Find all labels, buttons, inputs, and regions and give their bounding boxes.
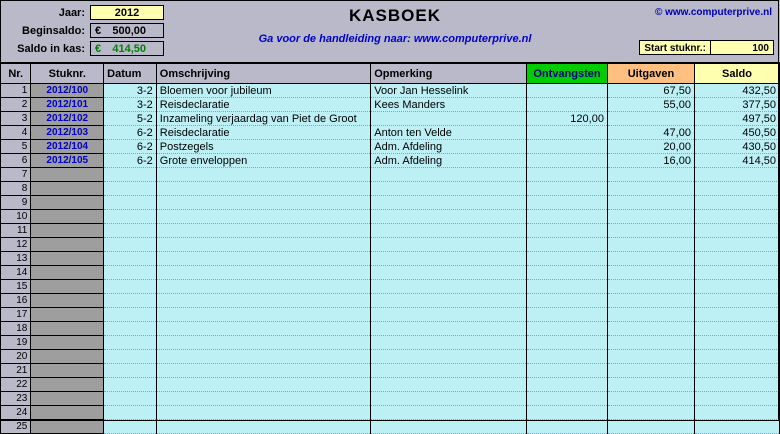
cell-uitgaven[interactable] [607, 364, 694, 378]
cell-nr: 20 [1, 350, 31, 364]
cell-stuknr: 2012/102 [31, 112, 104, 126]
cell-datum[interactable] [104, 266, 157, 280]
cell-omschrijving[interactable]: Reisdeclaratie [156, 126, 370, 140]
cell-nr: 12 [1, 238, 31, 252]
cell-saldo[interactable] [694, 406, 779, 420]
cell-stuknr [31, 168, 104, 182]
cell-opmerking[interactable]: Anton ten Velde [371, 126, 527, 140]
cell-ontvangsten[interactable] [527, 140, 608, 154]
cell-datum[interactable] [104, 392, 157, 406]
cell-omschrijving[interactable]: Inzameling verjaardag van Piet de Groot [156, 112, 370, 126]
cell-datum[interactable] [104, 336, 157, 350]
cell-stuknr [31, 350, 104, 364]
cell-stuknr [31, 308, 104, 322]
table-header-row [1, 64, 780, 84]
cell-ontvangsten[interactable] [527, 364, 608, 378]
field-saldo-in-kas-value: 414,50 [112, 43, 146, 55]
field-beginsaldo [4, 22, 164, 39]
cell-uitgaven[interactable]: 47,00 [607, 126, 694, 140]
header-fields [4, 4, 164, 58]
cell-ontvangsten[interactable]: 120,00 [527, 112, 608, 126]
start-stuknr-input[interactable]: 100 [710, 40, 774, 55]
cell-saldo[interactable] [694, 168, 779, 182]
cell-opmerking[interactable] [371, 168, 527, 182]
column-header-saldo[interactable]: Saldo [694, 64, 779, 84]
cell-saldo[interactable]: 377,50 [694, 98, 779, 112]
cell-opmerking[interactable] [371, 336, 527, 350]
table-row [1, 84, 780, 98]
cell-saldo[interactable]: 432,50 [694, 84, 779, 98]
cell-datum[interactable] [104, 406, 157, 420]
cell-saldo[interactable]: 497,50 [694, 112, 779, 126]
cell-omschrijving[interactable]: Grote enveloppen [156, 154, 370, 168]
cell-uitgaven[interactable] [607, 238, 694, 252]
field-jaar-label: Jaar: [58, 6, 85, 19]
cell-uitgaven[interactable] [607, 182, 694, 196]
cell-datum[interactable] [104, 308, 157, 322]
cell-opmerking[interactable] [371, 210, 527, 224]
field-saldo-in-kas [4, 40, 164, 57]
table-row [1, 364, 780, 378]
cell-opmerking[interactable] [371, 266, 527, 280]
cell-uitgaven[interactable] [607, 196, 694, 210]
copyright-notice: © www.computerprive.nl [654, 7, 772, 18]
table-row [1, 140, 780, 154]
cell-stuknr [31, 266, 104, 280]
cell-saldo[interactable] [694, 196, 779, 210]
cell-opmerking[interactable] [371, 280, 527, 294]
cell-saldo[interactable] [694, 364, 779, 378]
cell-stuknr [31, 322, 104, 336]
cell-stuknr [31, 238, 104, 252]
cell-nr: 13 [1, 252, 31, 266]
cell-ontvangsten[interactable] [527, 322, 608, 336]
cell-opmerking[interactable]: Adm. Afdeling [371, 140, 527, 154]
cell-saldo[interactable] [694, 350, 779, 364]
column-header-ontvangsten[interactable]: Ontvangsten [527, 64, 608, 84]
cell-stuknr [31, 294, 104, 308]
cell-datum[interactable] [104, 378, 157, 392]
cell-uitgaven[interactable]: 67,50 [607, 84, 694, 98]
cell-omschrijving[interactable] [156, 322, 370, 336]
cell-ontvangsten[interactable] [527, 224, 608, 238]
cell-datum[interactable] [104, 168, 157, 182]
kasboek-table [0, 63, 780, 434]
table-row [1, 238, 780, 252]
cell-ontvangsten[interactable] [527, 420, 608, 434]
cell-omschrijving[interactable] [156, 378, 370, 392]
table-row [1, 406, 780, 420]
table-row [1, 196, 780, 210]
cell-opmerking[interactable] [371, 350, 527, 364]
cell-datum[interactable] [104, 280, 157, 294]
cell-datum[interactable] [104, 196, 157, 210]
table-row [1, 322, 780, 336]
column-header-opmerking[interactable]: Opmerking [371, 64, 527, 84]
cell-stuknr [31, 182, 104, 196]
cell-uitgaven[interactable] [607, 294, 694, 308]
cell-opmerking[interactable] [371, 392, 527, 406]
column-header-stuknr[interactable]: Stuknr. [31, 64, 104, 84]
cell-nr: 3 [1, 112, 31, 126]
cell-stuknr [31, 364, 104, 378]
cell-uitgaven[interactable] [607, 168, 694, 182]
table-row [1, 392, 780, 406]
cell-omschrijving[interactable] [156, 224, 370, 238]
cell-omschrijving[interactable] [156, 350, 370, 364]
cell-saldo[interactable] [694, 336, 779, 350]
cell-opmerking[interactable] [371, 224, 527, 238]
cell-stuknr: 2012/104 [31, 140, 104, 154]
cell-ontvangsten[interactable] [527, 196, 608, 210]
cell-ontvangsten[interactable] [527, 252, 608, 266]
cell-saldo[interactable] [694, 252, 779, 266]
cell-nr: 21 [1, 364, 31, 378]
table-row [1, 224, 780, 238]
cell-nr: 19 [1, 336, 31, 350]
cell-opmerking[interactable] [371, 196, 527, 210]
cell-saldo[interactable] [694, 238, 779, 252]
table-row [1, 420, 780, 434]
cell-uitgaven[interactable]: 20,00 [607, 140, 694, 154]
cell-datum[interactable]: 6-2 [104, 140, 157, 154]
cell-omschrijving[interactable] [156, 266, 370, 280]
cell-opmerking[interactable] [371, 364, 527, 378]
cell-nr: 17 [1, 308, 31, 322]
cell-datum[interactable] [104, 294, 157, 308]
cell-omschrijving[interactable] [156, 238, 370, 252]
cell-stuknr [31, 392, 104, 406]
cell-saldo[interactable] [694, 224, 779, 238]
cell-opmerking[interactable] [371, 238, 527, 252]
cell-opmerking[interactable] [371, 406, 527, 420]
cell-nr: 7 [1, 168, 31, 182]
cell-datum[interactable]: 5-2 [104, 112, 157, 126]
field-beginsaldo-value: 500,00 [112, 25, 146, 37]
cell-uitgaven[interactable] [607, 420, 694, 434]
cell-uitgaven[interactable] [607, 210, 694, 224]
cell-opmerking[interactable]: Voor Jan Hesselink [371, 84, 527, 98]
cell-saldo[interactable] [694, 280, 779, 294]
cell-saldo[interactable] [694, 210, 779, 224]
cell-datum[interactable] [104, 210, 157, 224]
cell-datum[interactable] [104, 364, 157, 378]
cell-opmerking[interactable] [371, 182, 527, 196]
cell-nr: 15 [1, 280, 31, 294]
cell-nr: 1 [1, 84, 31, 98]
cell-omschrijving[interactable] [156, 168, 370, 182]
cell-uitgaven[interactable] [607, 112, 694, 126]
cell-saldo[interactable] [694, 420, 779, 434]
cell-uitgaven[interactable] [607, 308, 694, 322]
cell-ontvangsten[interactable] [527, 336, 608, 350]
title-block [200, 6, 590, 45]
cell-uitgaven[interactable] [607, 350, 694, 364]
cell-nr: 5 [1, 140, 31, 154]
cell-uitgaven[interactable]: 55,00 [607, 98, 694, 112]
table-row [1, 252, 780, 266]
cell-nr: 22 [1, 378, 31, 392]
cell-omschrijving[interactable] [156, 308, 370, 322]
cell-omschrijving[interactable] [156, 252, 370, 266]
cell-ontvangsten[interactable] [527, 210, 608, 224]
cell-datum[interactable] [104, 420, 157, 434]
table-row [1, 182, 780, 196]
cell-datum[interactable]: 6-2 [104, 154, 157, 168]
page-title: KASBOEK [348, 6, 441, 25]
cell-omschrijving[interactable]: Postzegels [156, 140, 370, 154]
table-row [1, 210, 780, 224]
field-jaar [4, 4, 164, 21]
cell-omschrijving[interactable] [156, 406, 370, 420]
cell-uitgaven[interactable] [607, 406, 694, 420]
cell-opmerking[interactable] [371, 420, 527, 434]
cell-stuknr [31, 336, 104, 350]
cell-opmerking[interactable] [371, 252, 527, 266]
cell-datum[interactable]: 3-2 [104, 98, 157, 112]
cell-datum[interactable] [104, 252, 157, 266]
table-row [1, 308, 780, 322]
cell-stuknr: 2012/105 [31, 154, 104, 168]
table-row [1, 294, 780, 308]
field-saldo-in-kas-label: Saldo in kas: [17, 42, 85, 55]
cell-saldo[interactable] [694, 182, 779, 196]
manual-link[interactable]: Ga voor de handleiding naar: www.computerprive.nl [258, 33, 532, 45]
cell-ontvangsten[interactable] [527, 392, 608, 406]
cell-ontvangsten[interactable] [527, 406, 608, 420]
cell-omschrijving[interactable] [156, 280, 370, 294]
cell-ontvangsten[interactable] [527, 294, 608, 308]
table-row [1, 336, 780, 350]
column-header-omschrijving[interactable]: Omschrijving [156, 64, 370, 84]
cell-stuknr: 2012/100 [31, 84, 104, 98]
cell-datum[interactable] [104, 238, 157, 252]
cell-omschrijving[interactable]: Bloemen voor jubileum [156, 84, 370, 98]
cell-omschrijving[interactable] [156, 210, 370, 224]
currency-symbol: € [95, 25, 102, 37]
sheet-header [0, 0, 780, 63]
column-header-uitgaven[interactable]: Uitgaven [607, 64, 694, 84]
cell-opmerking[interactable] [371, 378, 527, 392]
cell-omschrijving[interactable] [156, 392, 370, 406]
cell-saldo[interactable] [694, 378, 779, 392]
cell-ontvangsten[interactable] [527, 182, 608, 196]
cell-ontvangsten[interactable] [527, 308, 608, 322]
cell-omschrijving[interactable]: Reisdeclaratie [156, 98, 370, 112]
start-stuknr-label: Start stuknr.: [639, 40, 710, 55]
cell-uitgaven[interactable]: 16,00 [607, 154, 694, 168]
cell-stuknr [31, 210, 104, 224]
cell-ontvangsten[interactable] [527, 154, 608, 168]
cell-datum[interactable] [104, 350, 157, 364]
cell-datum[interactable] [104, 182, 157, 196]
start-stuknr-field [639, 40, 774, 55]
cell-stuknr [31, 406, 104, 420]
cell-stuknr [31, 378, 104, 392]
cell-uitgaven[interactable] [607, 224, 694, 238]
cell-nr: 16 [1, 294, 31, 308]
column-header-datum[interactable]: Datum [104, 64, 157, 84]
cell-stuknr: 2012/101 [31, 98, 104, 112]
table-row [1, 154, 780, 168]
cell-ontvangsten[interactable] [527, 350, 608, 364]
cell-datum[interactable] [104, 322, 157, 336]
cell-stuknr: 2012/103 [31, 126, 104, 140]
cell-saldo[interactable]: 430,50 [694, 140, 779, 154]
cell-opmerking[interactable] [371, 308, 527, 322]
cell-nr: 6 [1, 154, 31, 168]
cell-nr: 23 [1, 392, 31, 406]
column-header-nr[interactable]: Nr. [1, 64, 31, 84]
cell-uitgaven[interactable] [607, 280, 694, 294]
cell-saldo[interactable] [694, 266, 779, 280]
cell-opmerking[interactable] [371, 294, 527, 308]
cell-ontvangsten[interactable] [527, 280, 608, 294]
cell-datum[interactable] [104, 224, 157, 238]
cell-stuknr [31, 252, 104, 266]
cell-saldo[interactable] [694, 322, 779, 336]
cell-nr: 14 [1, 266, 31, 280]
cell-ontvangsten[interactable] [527, 378, 608, 392]
cell-uitgaven[interactable] [607, 252, 694, 266]
cell-stuknr [31, 280, 104, 294]
cell-opmerking[interactable] [371, 112, 527, 126]
table-row [1, 350, 780, 364]
cell-omschrijving[interactable] [156, 420, 370, 434]
table-row [1, 126, 780, 140]
cell-ontvangsten[interactable] [527, 168, 608, 182]
cell-datum[interactable]: 6-2 [104, 126, 157, 140]
cell-omschrijving[interactable] [156, 336, 370, 350]
cell-datum[interactable]: 3-2 [104, 84, 157, 98]
field-beginsaldo-label: Beginsaldo: [22, 24, 85, 37]
cell-nr: 2 [1, 98, 31, 112]
cell-saldo[interactable] [694, 392, 779, 406]
field-beginsaldo-input[interactable] [90, 23, 164, 38]
cell-uitgaven[interactable] [607, 378, 694, 392]
cell-saldo[interactable] [694, 308, 779, 322]
cell-opmerking[interactable]: Kees Manders [371, 98, 527, 112]
cell-ontvangsten[interactable] [527, 238, 608, 252]
cell-stuknr [31, 224, 104, 238]
table-row [1, 280, 780, 294]
cell-uitgaven[interactable] [607, 336, 694, 350]
cell-uitgaven[interactable] [607, 266, 694, 280]
table-row [1, 112, 780, 126]
cell-uitgaven[interactable] [607, 322, 694, 336]
cell-saldo[interactable]: 414,50 [694, 154, 779, 168]
cell-stuknr [31, 196, 104, 210]
cell-nr: 24 [1, 406, 31, 420]
cell-omschrijving[interactable] [156, 182, 370, 196]
cell-ontvangsten[interactable] [527, 266, 608, 280]
table-row [1, 378, 780, 392]
table-row [1, 168, 780, 182]
cell-nr: 9 [1, 196, 31, 210]
cell-saldo[interactable] [694, 294, 779, 308]
field-jaar-input[interactable]: 2012 [90, 5, 164, 20]
cell-nr: 25 [1, 420, 31, 434]
table-row [1, 266, 780, 280]
cell-nr: 11 [1, 224, 31, 238]
cell-opmerking[interactable]: Adm. Afdeling [371, 154, 527, 168]
cell-ontvangsten[interactable] [527, 98, 608, 112]
cell-omschrijving[interactable] [156, 294, 370, 308]
table-body [1, 84, 780, 434]
table-row [1, 98, 780, 112]
cell-opmerking[interactable] [371, 322, 527, 336]
cell-ontvangsten[interactable] [527, 84, 608, 98]
cell-nr: 4 [1, 126, 31, 140]
cell-ontvangsten[interactable] [527, 126, 608, 140]
cell-nr: 18 [1, 322, 31, 336]
cell-omschrijving[interactable] [156, 196, 370, 210]
cell-nr: 10 [1, 210, 31, 224]
cell-omschrijving[interactable] [156, 364, 370, 378]
field-saldo-in-kas-value-box [90, 41, 164, 56]
cell-saldo[interactable]: 450,50 [694, 126, 779, 140]
currency-symbol: € [95, 43, 102, 55]
cell-uitgaven[interactable] [607, 392, 694, 406]
cell-nr: 8 [1, 182, 31, 196]
cell-stuknr [31, 420, 104, 434]
